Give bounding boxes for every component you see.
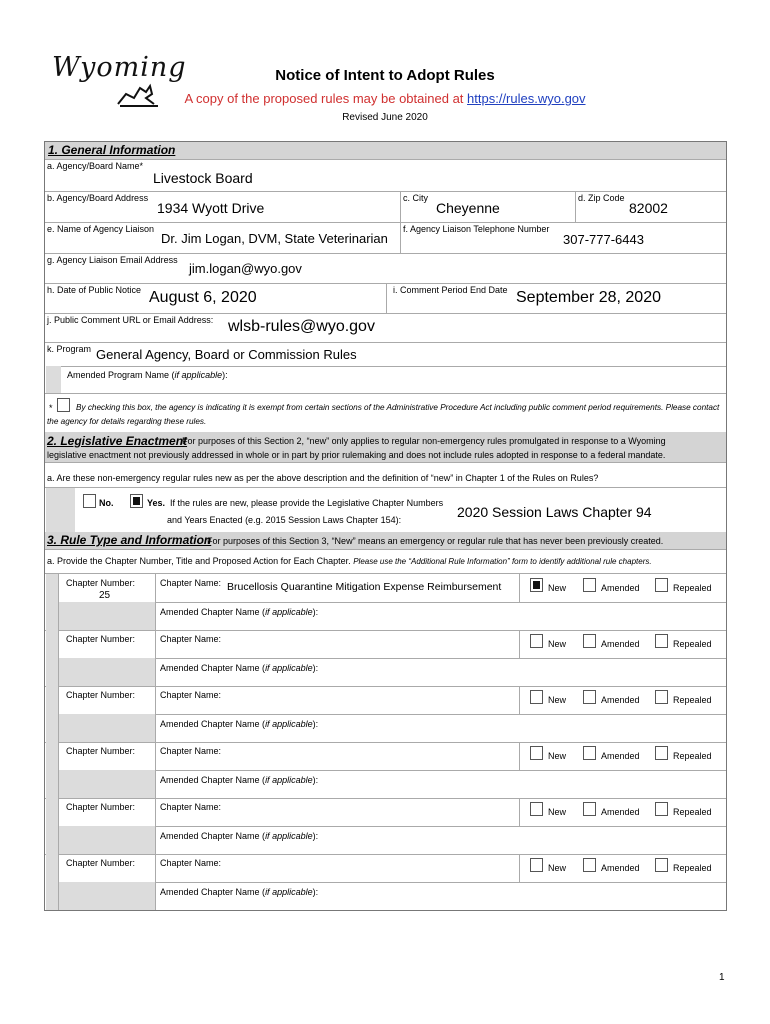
repealed-checkbox[interactable] [655, 858, 668, 872]
amended-chapter-name-label: Amended Chapter Name (if applicable): [160, 663, 319, 673]
exempt-checkbox[interactable] [57, 398, 70, 412]
url-label: j. Public Comment URL or Email Address: [47, 315, 214, 325]
chapter-name-field[interactable]: Brucellosis Quarantine Mitigation Expense Reimbursement [227, 581, 502, 593]
exempt-text: By checking this box, the agency is indicating it is exempt from certain sections of the Administrative Procedure Act including public comment period requirements. Please contact [76, 403, 720, 412]
address-label: b. Agency/Board Address [47, 193, 149, 203]
chapter-instruction: a. Provide the Chapter Number, Title and Proposed Action for Each Chapter. Please use the “Additional Rule Information” form to identify additional rule chapters. [47, 556, 652, 566]
address-field[interactable]: 1934 Wyott Drive [157, 200, 265, 216]
section-2-desc: For purposes of this Section 2, “new” only applies to regular non-emergency rules promulgated in response to a Wyoming [182, 436, 666, 446]
section-1-header [45, 142, 726, 159]
chapter-number-shade [59, 826, 155, 854]
exempt-text-cont: the agency for details regarding these rules. [47, 417, 207, 426]
amended-label: Amended [601, 695, 640, 705]
no-checkbox[interactable] [83, 494, 96, 508]
repealed-checkbox[interactable] [655, 634, 668, 648]
repealed-label: Repealed [673, 751, 712, 761]
program-indent [46, 366, 61, 393]
section-3-header [45, 532, 726, 549]
amended-chapter-name-label: Amended Chapter Name (if applicable): [160, 607, 319, 617]
notice-date-label: h. Date of Public Notice [47, 285, 142, 295]
new-checkbox[interactable] [530, 858, 543, 872]
amended-label: Amended [601, 583, 640, 593]
amended-checkbox[interactable] [583, 690, 596, 704]
chapter-number-field[interactable]: 25 [99, 590, 111, 601]
chapter-name-label: Chapter Name: [160, 690, 222, 700]
section-2-indent [46, 488, 75, 533]
chapter-name-label: Chapter Name: [160, 802, 222, 812]
new-label: New [548, 807, 567, 817]
section-1-heading: 1. General Information [48, 143, 176, 157]
subtitle-text: A copy of the proposed rules may be obtained at [184, 91, 468, 106]
new-checkbox[interactable] [530, 690, 543, 704]
amended-checkbox[interactable] [583, 578, 596, 592]
new-label: New [548, 639, 567, 649]
logo-wordmark: Wyoming [52, 52, 187, 83]
amended-checkbox[interactable] [583, 858, 596, 872]
new-checkbox[interactable] [530, 802, 543, 816]
repealed-checkbox[interactable] [655, 746, 668, 760]
amended-checkbox[interactable] [583, 746, 596, 760]
amended-label: Amended [601, 639, 640, 649]
chapter-number-shade [59, 658, 155, 686]
repealed-checkbox[interactable] [655, 690, 668, 704]
program-label: k. Program [47, 344, 92, 354]
agency-name-label: a. Agency/Board Name* [47, 161, 144, 171]
liaison-field[interactable]: Dr. Jim Logan, DVM, State Veterinarian [161, 231, 388, 246]
yes-instruction: If the rules are new, please provide the Legislative Chapter Numbers [170, 498, 444, 508]
new-checkbox[interactable] [530, 746, 543, 760]
repealed-checkbox[interactable] [655, 802, 668, 816]
amended-label: Amended [601, 863, 640, 873]
chapter-number-label: Chapter Number: [66, 802, 136, 812]
chapter-name-label: Chapter Name: [160, 578, 222, 588]
notice-form [44, 141, 727, 911]
chapter-number-shade [59, 602, 155, 630]
repealed-label: Repealed [673, 863, 712, 873]
rules-link[interactable]: https://rules.wyo.gov [467, 91, 586, 106]
chapter-number-label: Chapter Number: [66, 746, 136, 756]
yes-checkbox[interactable] [130, 494, 143, 508]
comment-end-label: i. Comment Period End Date [393, 285, 508, 295]
amended-chapter-name-label: Amended Chapter Name (if applicable): [160, 719, 319, 729]
chapter-name-label: Chapter Name: [160, 634, 222, 644]
repealed-label: Repealed [673, 583, 712, 593]
chapter-number-shade [59, 714, 155, 742]
new-rules-question: a. Are these non-emergency regular rules new as per the above description and the definition of “new” in Chapter 1 of the Rules on Rules? [47, 473, 599, 483]
city-label: c. City [403, 193, 429, 203]
amended-chapter-name-label: Amended Chapter Name (if applicable): [160, 887, 319, 897]
chapter-number-label: Chapter Number: [66, 578, 136, 588]
new-checkbox[interactable] [530, 634, 543, 648]
amended-chapter-name-label: Amended Chapter Name (if applicable): [160, 775, 319, 785]
amended-chapter-name-label: Amended Chapter Name (if applicable): [160, 831, 319, 841]
chapter-name-label: Chapter Name: [160, 858, 222, 868]
amended-checkbox[interactable] [583, 802, 596, 816]
phone-label: f. Agency Liaison Telephone Number [403, 224, 550, 234]
amended-program-label: Amended Program Name (if applicable): [67, 370, 228, 380]
chapter-number-label: Chapter Number: [66, 634, 136, 644]
phone-field[interactable]: 307-777-6443 [563, 232, 644, 247]
section-3-desc: For purposes of this Section 3, “New” means an emergency or regular rule that has never been previously created. [207, 536, 664, 546]
new-label: New [548, 863, 567, 873]
amended-checkbox[interactable] [583, 634, 596, 648]
email-label: g. Agency Liaison Email Address [47, 255, 178, 265]
chapter-number-label: Chapter Number: [66, 690, 136, 700]
notice-date-field[interactable]: August 6, 2020 [149, 289, 257, 306]
amended-label: Amended [601, 751, 640, 761]
exempt-star: * [49, 403, 53, 413]
new-label: New [548, 583, 567, 593]
repealed-label: Repealed [673, 695, 712, 705]
zip-field[interactable]: 82002 [629, 200, 668, 216]
yes-instruction-cont: and Years Enacted (e.g. 2015 Session Laws Chapter 154): [167, 515, 402, 525]
agency-name-field[interactable]: Livestock Board [153, 170, 253, 186]
new-label: New [548, 751, 567, 761]
repealed-label: Repealed [673, 807, 712, 817]
section-2-desc-cont: legislative enactment not previously addressed in whole or in part by prior rulemaking and does not include rules adopted in response to a federal mandate. [47, 450, 666, 460]
enacted-field[interactable]: 2020 Session Laws Chapter 94 [457, 504, 652, 520]
chapter-number-shade [59, 882, 155, 910]
page-title: Notice of Intent to Adopt Rules [275, 67, 495, 84]
yes-label: Yes. [147, 498, 166, 508]
chapter-name-label: Chapter Name: [160, 746, 222, 756]
revised-date: Revised June 2020 [342, 112, 428, 123]
no-label: No. [99, 498, 114, 508]
zip-label: d. Zip Code [578, 193, 625, 203]
chapter-number-label: Chapter Number: [66, 858, 136, 868]
email-field[interactable]: jim.logan@wyo.gov [189, 261, 302, 276]
amended-label: Amended [601, 807, 640, 817]
url-field[interactable]: wlsb-rules@wyo.gov [228, 318, 375, 335]
chapter-number-shade [59, 770, 155, 798]
liaison-label: e. Name of Agency Liaison [47, 224, 155, 234]
repealed-checkbox[interactable] [655, 578, 668, 592]
new-label: New [548, 695, 567, 705]
page-subtitle [0, 91, 770, 106]
new-checkbox[interactable] [530, 578, 543, 592]
page-number: 1 [719, 972, 725, 983]
program-field[interactable]: General Agency, Board or Commission Rules [96, 347, 357, 362]
section-2-header [45, 432, 726, 462]
section-2-heading: 2. Legislative Enactment [47, 434, 188, 448]
city-field[interactable]: Cheyenne [436, 200, 500, 216]
comment-end-field[interactable]: September 28, 2020 [516, 289, 661, 306]
repealed-label: Repealed [673, 639, 712, 649]
section-3-heading: 3. Rule Type and Information [47, 533, 212, 547]
